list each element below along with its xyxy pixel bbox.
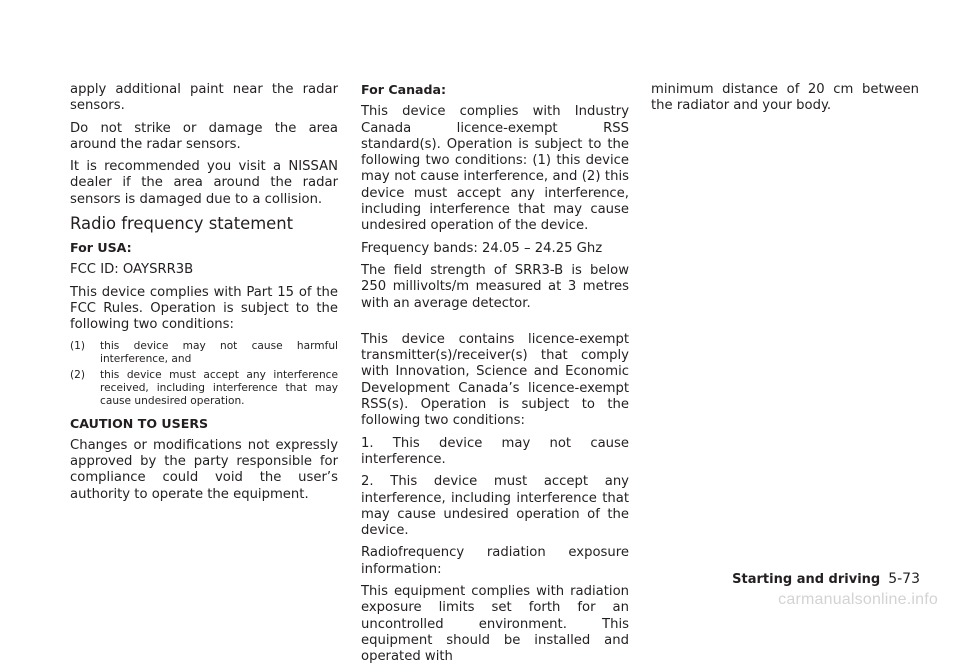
strike-warning: Do not strike or damage the area around the radar sensors.	[70, 120, 338, 152]
rf-exposure-label: Radiofrequency radiation exposure information:	[361, 545, 629, 577]
frequency-bands: Frequency bands: 24.05 – 24.25 Ghz	[361, 240, 603, 256]
middle-column	[361, 82, 629, 672]
list-number: (2)	[70, 368, 86, 381]
right-column	[651, 82, 919, 121]
distance-text: minimum distance of 20 cm between the radiator and your body.	[651, 82, 919, 114]
list-text: this device may not cause harmful interference, and	[100, 339, 338, 365]
left-column	[70, 82, 338, 509]
page-number: 5-73	[888, 571, 920, 587]
field-strength: The field strength of SRR3-B is below 250 millivolts/m measured at 3 metres with an average detector.	[361, 262, 629, 311]
caution-label: CAUTION TO USERS	[70, 415, 209, 431]
list-text: this device must accept any interference received, including interference that may cause undesired operation.	[100, 368, 338, 408]
paragraph-gap	[361, 318, 629, 332]
caution-text: Changes or modifications not expressly approved by the party responsible for compliance could void the user’s authority to operate the equipment.	[70, 437, 338, 502]
list-number: (1)	[70, 339, 86, 352]
list-item	[70, 340, 338, 366]
condition-two: 2. This device must accept any interference, including interference that may cause undesired operation of the device.	[361, 474, 629, 539]
dealer-recommendation: It is recommended you visit a NISSAN dealer if the area around the radar sensors is damaged due to a collision.	[70, 159, 338, 207]
ised-compliance-text: This device contains licence-exempt transmitter(s)/receiver(s) that comply with Innovation, Science and Economic Development Canada’s licence-exempt RSS(s). Operation is subject to the following two conditions:	[361, 331, 629, 429]
ic-compliance-text: This device complies with Industry Canada licence-exempt RSS standard(s). Operation is subject to the following two conditions: (1) this device may not cause interference, and (2) this device must accept any interference, including interference that may cause undesired operation of the device.	[361, 104, 629, 234]
watermark: carmanualsonline.info	[778, 591, 938, 608]
fcc-id: FCC ID: OAYSRR3B	[70, 262, 194, 278]
condition-one: 1. This device may not cause interference.	[361, 435, 629, 467]
list-item	[70, 369, 338, 409]
rf-exposure-text: This equipment complies with radiation exposure limits set forth for an uncontrolled environment. This equipment should be installed and operated with	[361, 584, 629, 665]
footer-section-title: Starting and driving	[732, 572, 881, 587]
fcc-compliance-text: This device complies with Part 15 of the FCC Rules. Operation is subject to the following two conditions:	[70, 284, 338, 333]
usa-label: For USA:	[70, 240, 132, 256]
paint-note: apply additional paint near the radar sensors.	[70, 82, 338, 114]
conditions-list	[70, 340, 338, 409]
page-footer	[732, 571, 920, 588]
canada-label: For Canada:	[361, 82, 447, 97]
section-heading: Radio frequency statement	[70, 214, 294, 234]
